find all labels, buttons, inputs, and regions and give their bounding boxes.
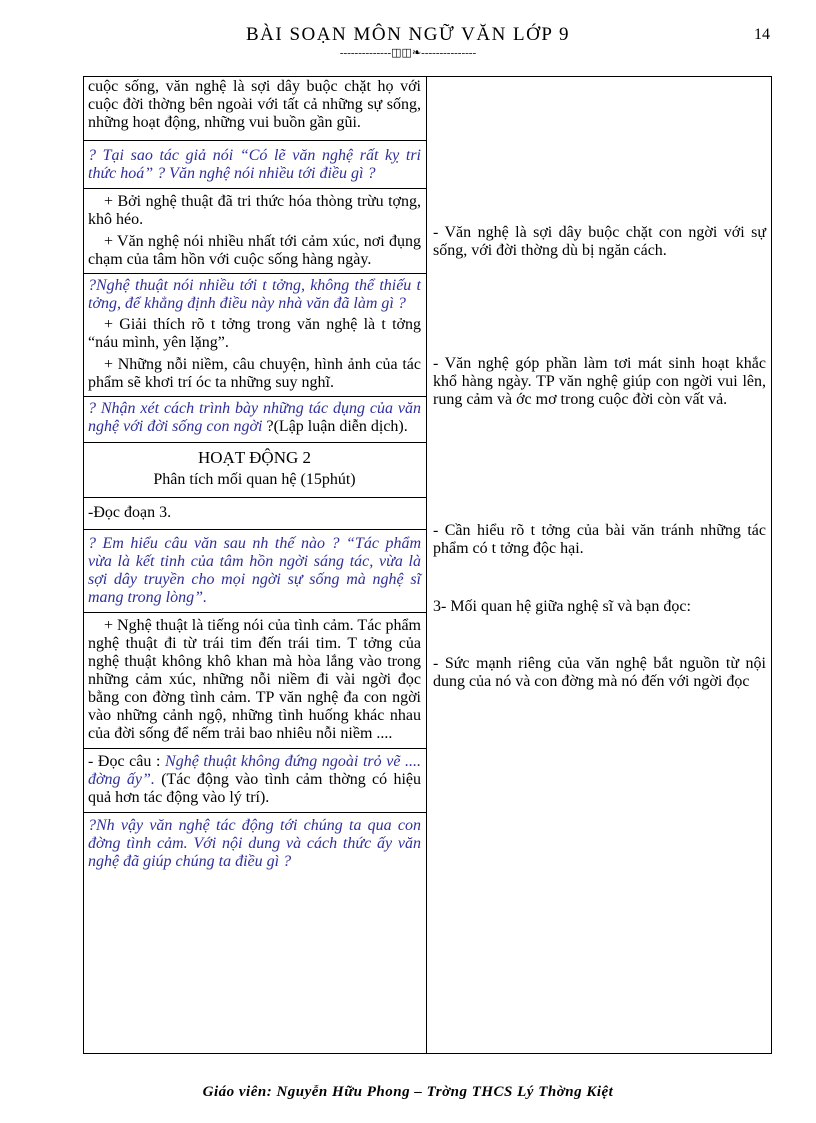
row-divider [83,273,426,274]
page-header-title: BÀI SOẠN MÔN NGỮ VĂN LỚP 9 [246,24,570,45]
header-decoration: --------------◫◫❧--------------- [339,47,477,59]
row-divider [83,529,426,530]
row-divider [83,748,426,749]
question-5: ?Nh vậy văn nghệ tác động tới chúng ta qua con đờng tình cảm. Với nội dung và cách thức ấy văn nghệ đã giúp chúng ta điều gì ? [88,817,421,870]
row-divider [83,140,426,141]
row-divider [83,812,426,813]
question-1: ? Tại sao tác giả nói “Có lẽ văn nghệ rất kỵ tri thức hoá” ? Văn nghệ nói nhiều tới điều gì ? [88,147,421,182]
page-number: 14 [754,26,770,43]
answer-2: + Văn nghệ nói nhiều nhất tới cảm xúc, nơi đụng chạm của tâm hồn với cuộc sống hàng ngày. [88,233,421,268]
row-divider [83,188,426,189]
read-sentence-quote: Nghệ thuật không đứng ngoài trỏ vẽ .... đờng ấy”. [88,753,422,788]
activity-title: HOẠT ĐỘNG 2 [197,448,311,467]
row-divider [83,396,426,397]
question-4: ? Em hiểu câu văn sau nh thế nào ? “Tác phẩm vừa là kết tinh của tâm hồn ngời sáng tác, vừa là sợi dây truyền cho mọi ngời sự sống mà nghệ sĩ mang trong lòng”. [88,535,421,606]
answer-3: + Giải thích rõ t tởng trong văn nghệ là t tởng “náu mình, yên lặng”. [88,316,421,351]
row-divider [83,497,426,498]
section-3-heading: 3- Mối quan hệ giữa nghệ sĩ và bạn đọc: [433,598,691,615]
activity-subtitle: Phân tích mối quan hệ (15phút) [153,471,356,488]
page-footer: Giáo viên: Nguyễn Hữu Phong – Trờng THCS Lý Thờng Kiệt [202,1084,614,1100]
column-divider [426,76,427,1054]
right-point-3: - Cần hiểu rõ t tởng của bài văn tránh những tác phẩm có t tởng độc hại. [433,522,766,557]
read-sentence-block [88,753,421,807]
question-3: ? Nhận xét cách trình bày những tác dụng của văn nghệ với đời sống con ngời [88,400,421,435]
row-divider [83,612,426,613]
read-sentence-lead: - Đọc câu : [88,753,161,770]
question-2: ?Nghệ thuật nói nhiều tới t tởng, không thể thiếu t tởng, để khẳng định điều này nhà văn đã làm gì ? [88,277,421,312]
right-point-2: - Văn nghệ góp phần làm tơi mát sinh hoạt khắc khổ hàng ngày. TP văn nghệ giúp con ngời vui lên, rung cảm và ớc mơ trong cuộc đời còn vất vả. [433,355,766,408]
row-divider [83,442,426,443]
right-point-5: - Sức mạnh riêng của văn nghệ bắt nguồn từ nội dung của nó và con đờng mà nó đến với ngời đọc [433,655,766,690]
left-paragraph-1: cuộc sống, văn nghệ là sợi dây buộc chặt họ với cuộc đời thờng bên ngoài với tất cả những sự sống, những hoạt động, những vui buồn gần gũi. [88,78,421,131]
left-column [88,78,421,871]
read-sentence-tail: (Tác động vào tình cảm thờng có hiệu quả hơn tác động vào lý trí). [88,771,421,806]
right-point-1: - Văn nghệ là sợi dây buộc chặt con ngời với sự sống, với đời thờng dù bị ngăn cách. [433,224,766,259]
answer-1: + Bởi nghệ thuật đã tri thức hóa thòng trừu tợng, khô héo. [88,193,421,228]
question-3-tail: ?(Lập luận diễn dịch). [266,418,408,435]
read-passage-3: -Đọc đoạn 3. [88,504,172,521]
answer-5: + Nghệ thuật là tiếng nói của tình cảm. Tác phẩm nghệ thuật đi từ trái tim đến trái tim. T tởng của nghệ thuật không khô khan mà hòa lắng vào trong những cảm xúc, những nỗi niềm đi vài ngời đọc bằng con đờng tình cảm. TP văn nghệ đa con ngời vào những cảnh ngộ, những tình huống khác nhau của đời sống để nếm trải bao nhiêu nỗi niềm .... [88,617,421,742]
answer-4: + Những nỗi niềm, câu chuyện, hình ảnh của tác phẩm sẽ khơi trí óc ta những suy nghĩ. [88,356,421,391]
question-3-block [88,400,421,436]
